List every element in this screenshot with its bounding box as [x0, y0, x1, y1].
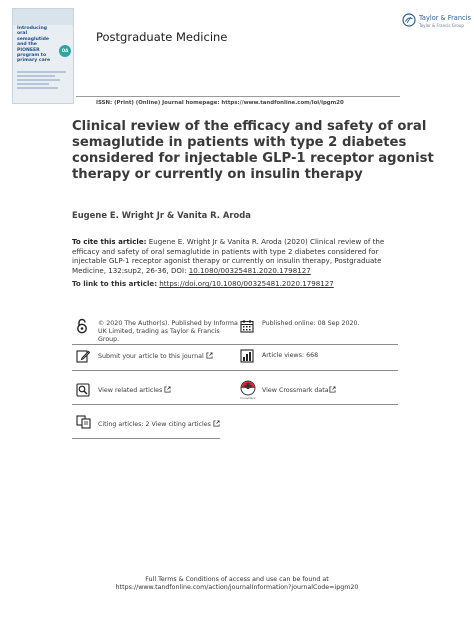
related-articles-icon: [76, 382, 90, 401]
grid-divider: [72, 438, 220, 439]
external-link-icon: [164, 386, 171, 393]
article-authors: Eugene E. Wright Jr & Vanita R. Aroda: [72, 210, 251, 220]
cover-decoration: [17, 71, 71, 91]
crossmark-label: View Crossmark data: [262, 387, 329, 394]
link-label: To link to this article:: [72, 279, 158, 288]
journal-name[interactable]: Postgraduate Medicine: [96, 30, 228, 44]
footer-terms-url[interactable]: https://www.tandfonline.com/action/journalInformation?journalCode=ipgm20: [115, 584, 359, 592]
cite-text: Eugene E. Wright Jr & Vanita R. Aroda (2020) Clinical review of the efficacy and safety of oral semaglutide in patients with type 2 diabetes considered for injectable GLP-1 receptor agonist therapy or currently on insulin therapy, Postgraduate Medicine, 132:sup2, 26-36, DOI:: [72, 237, 385, 275]
footer-line-1: Full Terms & Conditions of access and use can be found at: [145, 576, 329, 583]
publisher-name: Taylor & Francis: [419, 14, 471, 22]
open-access-badge: OA: [59, 45, 71, 57]
tf-logo-icon: [402, 13, 416, 27]
citation-block: [72, 237, 412, 275]
header-divider: [76, 96, 400, 97]
article-title: Clinical review of the efficacy and safety of oral semaglutide in patients with type 2 diabetes considered for injectable GLP-1 receptor agonist therapy or currently on insulin therapy: [72, 119, 434, 182]
terms-footer: [0, 576, 474, 593]
external-link-icon: [213, 420, 220, 427]
license-text: © 2020 The Author(s). Published by Informa UK Limited, trading as Taylor & Francis Group.: [98, 320, 238, 344]
article-doi-url[interactable]: https://doi.org/10.1080/00325481.2020.1798127: [159, 279, 334, 288]
crossmark-icon-label: CrossMark: [240, 396, 256, 400]
submit-article-link[interactable]: [98, 352, 213, 361]
article-views: Article views: 668: [262, 352, 319, 359]
grid-divider: [72, 404, 398, 405]
crossmark-icon: [240, 380, 256, 396]
cite-label: To cite this article:: [72, 237, 147, 246]
crossmark-logo[interactable]: [240, 380, 258, 402]
publisher-logo[interactable]: [402, 12, 472, 34]
cover-banner: [13, 9, 73, 25]
open-access-icon: [76, 318, 88, 338]
related-articles-link[interactable]: [98, 386, 171, 395]
article-link-line: [72, 279, 334, 288]
crossmark-link[interactable]: [262, 386, 336, 395]
related-articles-label: View related articles: [98, 387, 163, 394]
grid-divider: [72, 344, 398, 345]
citing-articles-link[interactable]: [98, 420, 220, 429]
cover-title: Introducing oral semaglutide and the PIONEER program to primary care: [17, 26, 51, 64]
external-link-icon: [206, 352, 213, 359]
issn-homepage-line[interactable]: ISSN: (Print) (Online) Journal homepage: https://www.tandfonline.com/loi/ipgm20: [96, 100, 344, 106]
journal-cover-thumbnail[interactable]: [12, 8, 74, 104]
grid-divider: [72, 370, 398, 371]
citing-articles-label: Citing articles: 2 View citing articles: [98, 421, 211, 428]
publisher-group: Taylor & Francis Group: [419, 23, 464, 28]
external-link-icon: [329, 386, 336, 393]
submit-article-label: Submit your article to this journal: [98, 353, 204, 360]
submit-edit-icon: [76, 348, 90, 367]
calendar-icon: [240, 318, 254, 337]
published-date: Published online: 08 Sep 2020.: [262, 320, 360, 327]
citing-articles-icon: [76, 414, 92, 433]
cite-doi-link[interactable]: 10.1080/00325481.2020.1798127: [188, 265, 311, 275]
bar-chart-icon: [240, 348, 254, 367]
